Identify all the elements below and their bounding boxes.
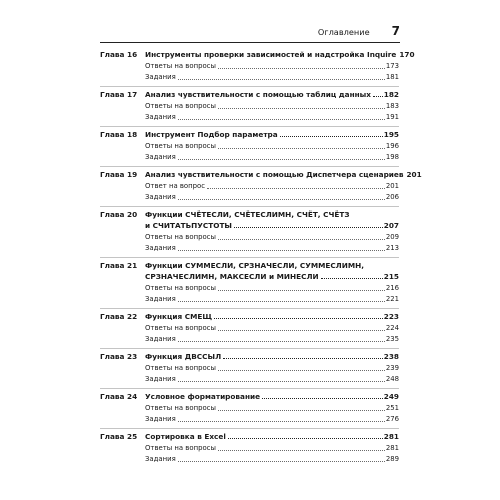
toc-chapter	[100, 309, 399, 349]
toc-subentry[interactable]	[145, 152, 399, 163]
subentry-page-number: 201	[385, 182, 399, 190]
toc-subentry[interactable]	[145, 181, 399, 192]
chapter-title-entry[interactable]	[145, 391, 399, 402]
dot-leader	[218, 370, 385, 371]
chapter-page-number: 201	[406, 170, 422, 179]
chapter-page-number: 215	[383, 272, 399, 281]
dot-leader	[218, 290, 385, 291]
toc-subentry[interactable]	[145, 192, 399, 203]
chapter-title-line[interactable]: Функции СЧЁТЕСЛИ, СЧЁТЕСЛИМН, СЧЁТ, СЧЁТЗ	[145, 210, 350, 219]
subentry-title: Задания	[145, 415, 176, 423]
subentry-title: Задания	[145, 244, 176, 252]
subentry-page-number: 224	[385, 324, 399, 332]
chapter-title-entry[interactable]	[145, 351, 399, 362]
subentry-page-number: 281	[385, 444, 399, 452]
subentry-title: Задания	[145, 455, 176, 463]
chapter-label: Глава 24	[100, 392, 138, 401]
chapter-title: и СЧИТАТЬПУСТОТЫ	[145, 221, 232, 230]
toc-chapter	[100, 389, 399, 429]
dot-leader	[178, 159, 385, 160]
dot-leader	[218, 108, 385, 109]
chapter-label: Глава 22	[100, 312, 138, 321]
dot-leader	[262, 398, 383, 399]
subentry-title: Ответы на вопросы	[145, 142, 216, 150]
toc-subentry[interactable]	[145, 294, 399, 305]
toc-subentry[interactable]	[145, 323, 399, 334]
dot-leader	[234, 227, 383, 228]
chapter-title: Анализ чувствительности с помощью таблиц данных	[145, 90, 371, 99]
chapter-page-number: 249	[383, 392, 399, 401]
toc-subentry[interactable]	[145, 141, 399, 152]
chapter-label: Глава 20	[100, 210, 138, 219]
page-number: 7	[391, 24, 400, 38]
dot-leader	[321, 278, 383, 279]
section-title: Оглавление	[317, 27, 370, 37]
toc-subentry[interactable]	[145, 454, 399, 465]
toc-subentry[interactable]	[145, 243, 399, 254]
table-of-contents	[100, 47, 422, 468]
dot-leader	[207, 188, 385, 189]
chapter-label: Глава 19	[100, 170, 138, 179]
chapter-page-number: 223	[383, 312, 399, 321]
dot-leader	[178, 79, 385, 80]
chapter-title-entry[interactable]	[145, 311, 399, 322]
chapter-page-number: 182	[383, 90, 399, 99]
toc-chapter	[100, 258, 399, 309]
toc-subentry[interactable]	[145, 101, 399, 112]
dot-leader	[373, 96, 383, 97]
running-header	[100, 24, 400, 42]
toc-subentry[interactable]	[145, 72, 399, 83]
toc-subentry[interactable]	[145, 61, 399, 72]
subentry-page-number: 198	[385, 153, 399, 161]
subentry-page-number: 289	[385, 455, 399, 463]
chapter-title: СРЗНАЧЕСЛИМН, МАКСЕСЛИ и МИНЕСЛИ	[145, 272, 319, 281]
subentry-title: Задания	[145, 193, 176, 201]
toc-subentry[interactable]	[145, 414, 399, 425]
toc-chapter	[100, 349, 399, 389]
subentry-title: Задания	[145, 153, 176, 161]
subentry-title: Ответы на вопросы	[145, 233, 216, 241]
subentry-title: Ответы на вопросы	[145, 364, 216, 372]
subentry-page-number: 235	[385, 335, 399, 343]
chapter-label: Глава 25	[100, 432, 138, 441]
subentry-page-number: 173	[385, 62, 399, 70]
chapter-title-entry[interactable]	[145, 431, 399, 442]
dot-leader	[280, 136, 383, 137]
chapter-title: Функция ДВССЫЛ	[145, 352, 222, 361]
dot-leader	[218, 68, 385, 69]
subentry-page-number: 191	[385, 113, 399, 121]
toc-subentry[interactable]	[145, 374, 399, 385]
dot-leader	[218, 450, 385, 451]
dot-leader	[223, 358, 383, 359]
subentry-title: Ответы на вопросы	[145, 324, 216, 332]
toc-chapter	[100, 207, 399, 258]
chapter-title: Сортировка в Excel	[145, 432, 226, 441]
subentry-title: Задания	[145, 73, 176, 81]
subentry-title: Задания	[145, 375, 176, 383]
dot-leader	[218, 239, 385, 240]
header-rule	[100, 42, 400, 43]
chapter-label: Глава 16	[100, 50, 138, 59]
dot-leader	[178, 421, 385, 422]
toc-subentry[interactable]	[145, 232, 399, 243]
chapter-title: Анализ чувствительности с помощью Диспетчера сценариев	[145, 170, 404, 179]
toc-chapter	[100, 47, 415, 87]
toc-subentry[interactable]	[145, 403, 399, 414]
toc-subentry[interactable]	[145, 283, 399, 294]
subentry-page-number: 251	[385, 404, 399, 412]
subentry-title: Задания	[145, 335, 176, 343]
dot-leader	[178, 119, 385, 120]
chapter-title: Инструменты проверки зависимостей и надстройка Inquire	[145, 50, 397, 59]
dot-leader	[218, 330, 385, 331]
chapter-title: Инструмент Подбор параметра	[145, 130, 278, 139]
toc-subentry[interactable]	[145, 363, 399, 374]
subentry-page-number: 239	[385, 364, 399, 372]
chapter-page-number: 238	[383, 352, 399, 361]
toc-subentry[interactable]	[145, 112, 399, 123]
dot-leader	[178, 461, 385, 462]
chapter-title-entry[interactable]	[145, 89, 399, 100]
dot-leader	[178, 341, 385, 342]
subentry-page-number: 248	[385, 375, 399, 383]
toc-chapter	[100, 429, 399, 468]
chapter-label: Глава 17	[100, 90, 138, 99]
chapter-label: Глава 18	[100, 130, 138, 139]
toc-chapter	[100, 87, 399, 127]
subentry-title: Задания	[145, 113, 176, 121]
dot-leader	[228, 438, 383, 439]
subentry-title: Ответы на вопросы	[145, 284, 216, 292]
chapter-title-entry[interactable]	[145, 129, 399, 140]
chapter-page-number: 207	[383, 221, 399, 230]
subentry-page-number: 206	[385, 193, 399, 201]
subentry-page-number: 183	[385, 102, 399, 110]
chapter-title: Условное форматирование	[145, 392, 261, 401]
chapter-title: Функция СМЕЩ	[145, 312, 213, 321]
subentry-title: Ответы на вопросы	[145, 62, 216, 70]
chapter-title-entry[interactable]	[145, 271, 399, 282]
dot-leader	[178, 381, 385, 382]
toc-chapter	[100, 127, 399, 167]
subentry-page-number: 213	[385, 244, 399, 252]
toc-subentry[interactable]	[145, 334, 399, 345]
dot-leader	[178, 301, 385, 302]
subentry-title: Задания	[145, 295, 176, 303]
chapter-page-number: 195	[383, 130, 399, 139]
dot-leader	[178, 250, 385, 251]
chapter-title-entry[interactable]	[145, 49, 415, 60]
dot-leader	[218, 148, 385, 149]
subentry-page-number: 181	[385, 73, 399, 81]
subentry-title: Ответ на вопрос	[145, 182, 206, 190]
chapter-title-entry[interactable]	[145, 169, 422, 180]
dot-leader	[214, 318, 383, 319]
dot-leader	[218, 410, 385, 411]
chapter-label: Глава 23	[100, 352, 138, 361]
chapter-title-entry[interactable]	[145, 220, 399, 231]
toc-chapter	[100, 167, 422, 207]
subentry-page-number: 221	[385, 295, 399, 303]
subentry-title: Ответы на вопросы	[145, 444, 216, 452]
chapter-page-number: 281	[383, 432, 399, 441]
chapter-title-line[interactable]: Функции СУММЕСЛИ, СРЗНАЧЕСЛИ, СУММЕСЛИМН,	[145, 261, 364, 270]
subentry-title: Ответы на вопросы	[145, 102, 216, 110]
subentry-title: Ответы на вопросы	[145, 404, 216, 412]
subentry-page-number: 276	[385, 415, 399, 423]
toc-subentry[interactable]	[145, 443, 399, 454]
chapter-page-number: 170	[399, 50, 415, 59]
chapter-label: Глава 21	[100, 261, 138, 270]
subentry-page-number: 216	[385, 284, 399, 292]
subentry-page-number: 196	[385, 142, 399, 150]
subentry-page-number: 209	[385, 233, 399, 241]
dot-leader	[178, 199, 385, 200]
